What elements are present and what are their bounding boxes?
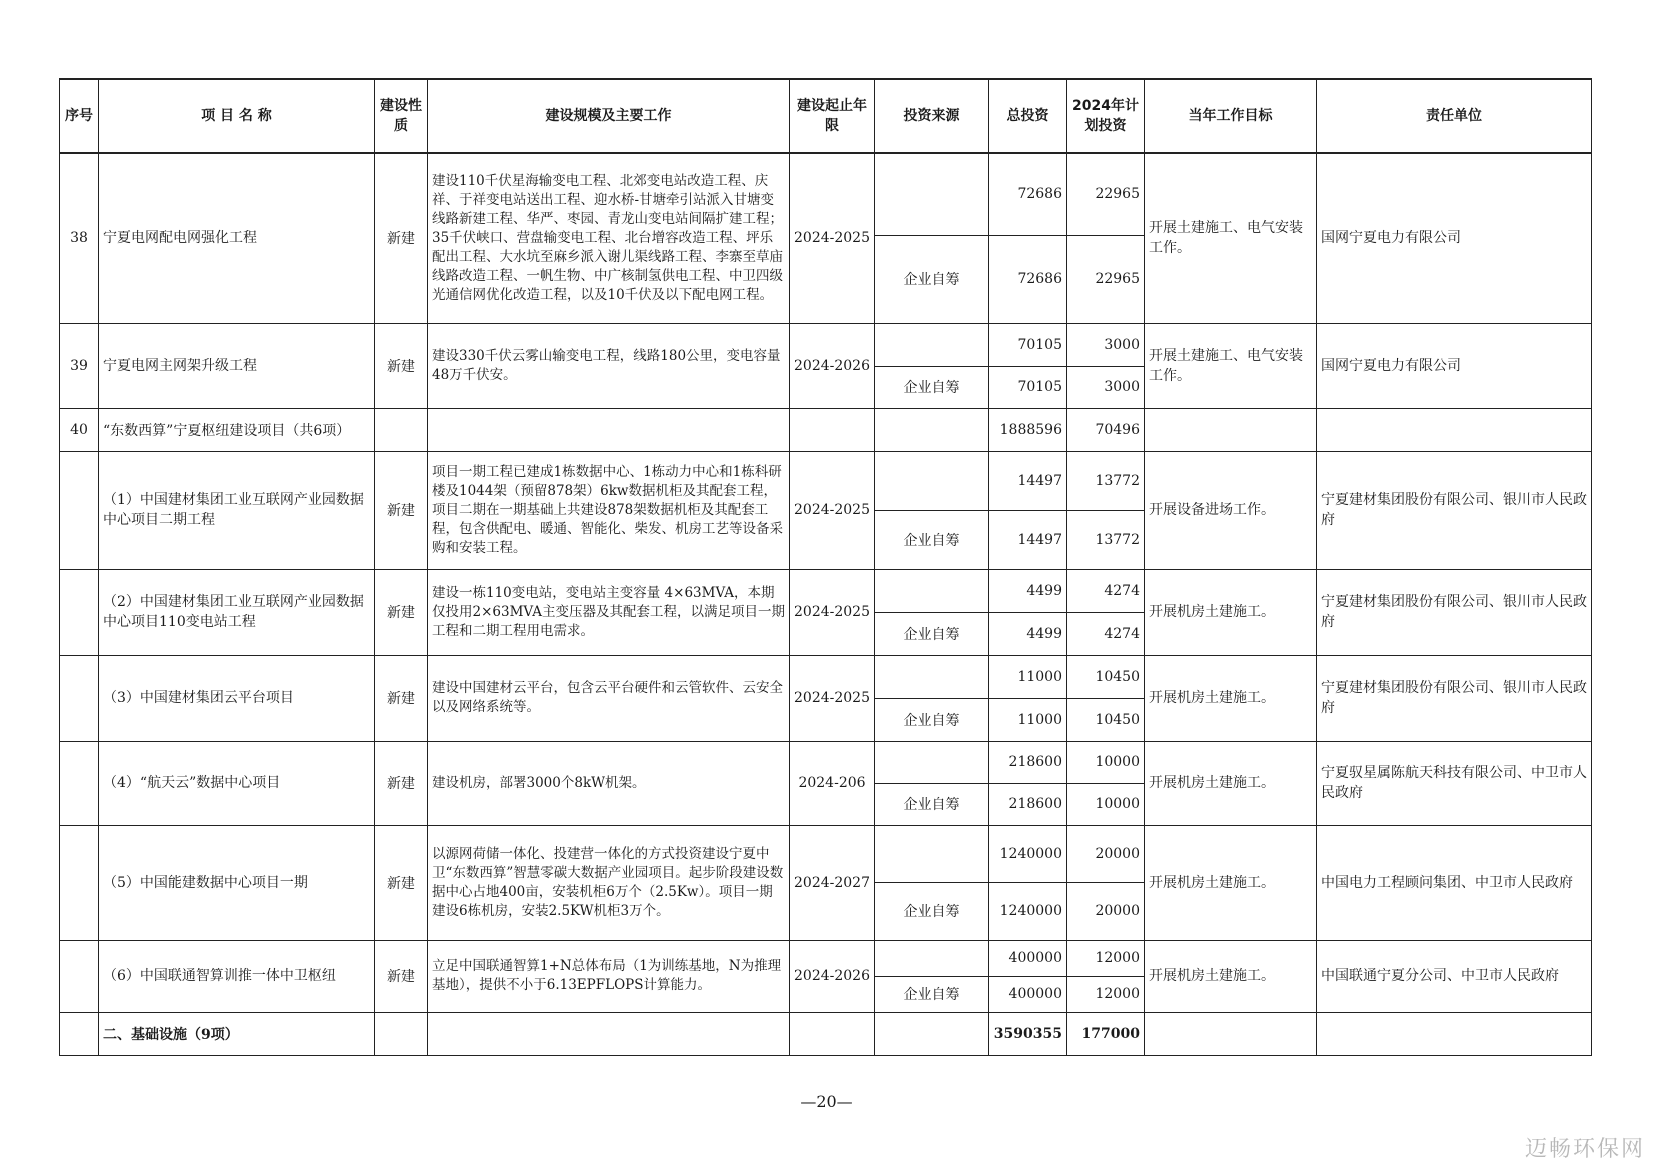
row-period: 2024-2026 [790,323,875,408]
row-goal: 开展土建施工、电气安装工作。 [1145,153,1317,323]
row-total: 11000 [989,655,1067,698]
row-plan: 3000 [1067,323,1145,366]
row-plan: 10000 [1067,741,1145,783]
row-total: 218600 [989,741,1067,783]
row-plan: 10000 [1067,783,1145,825]
row-name: （1）中国建材集团工业互联网产业园数据中心项目二期工程 [99,451,375,569]
row-scope: 建设110千伏星海输变电工程、北郊变电站改造工程、庆祥、于祥变电站送出工程、迎水桥-甘塘牵引站派入甘塘变线路新建工程、华严、枣园、青龙山变电站间隔扩建工程；35千伏峡口、营盘输变电工程、北台增容改造工程、坪乐配出工程、大水坑至麻乡派入谢儿渠线路工程、李寨至草庙线路改造工程、一帆生物、中广核制氢供电工程、中卫四级光通信网优化改造工程，以及10千伏及以下配电网工程。 [428,153,790,323]
row-nature: 新建 [375,940,428,1012]
row-period: 2024-206 [790,741,875,825]
table-row [60,153,1592,235]
row-goal: 开展机房土建施工。 [1145,655,1317,741]
row-plan: 4274 [1067,612,1145,655]
row-total: 1240000 [989,825,1067,882]
row-plan: 20000 [1067,825,1145,882]
row-plan: 4274 [1067,569,1145,612]
row-source: 企业自筹 [875,510,989,569]
row-unit: 宁夏驭星属陈航天科技有限公司、中卫市人民政府 [1317,741,1592,825]
header-nature: 建设性质 [375,79,428,153]
row-source: 企业自筹 [875,698,989,741]
row-plan: 3000 [1067,366,1145,408]
group-seq: 40 [60,408,99,451]
row-total: 218600 [989,783,1067,825]
row-scope: 建设一栋110变电站，变电站主变容量 4×63MVA，本期仅投用2×63MVA主变压器及其配套工程，以满足项目一期工程和二期工程用电需求。 [428,569,790,655]
group-name: “东数西算”宁夏枢纽建设项目（共6项） [99,408,375,451]
row-period: 2024-2026 [790,940,875,1012]
row-total: 14497 [989,510,1067,569]
section-total: 3590355 [989,1012,1067,1055]
header-scope: 建设规模及主要工作 [428,79,790,153]
row-plan: 13772 [1067,510,1145,569]
row-total: 14497 [989,451,1067,510]
row-unit: 国网宁夏电力有限公司 [1317,153,1592,323]
row-unit: 中国联通宁夏分公司、中卫市人民政府 [1317,940,1592,1012]
row-total: 70105 [989,323,1067,366]
row-plan: 22965 [1067,235,1145,323]
row-scope: 建设中国建材云平台，包含云平台硬件和云管软件、云安全以及网络系统等。 [428,655,790,741]
row-seq: 38 [60,153,99,323]
row-source [875,323,989,366]
row-seq: 39 [60,323,99,408]
header-source: 投资来源 [875,79,989,153]
header-name: 项 目 名 称 [99,79,375,153]
row-name: （2）中国建材集团工业互联网产业园数据中心项目110变电站工程 [99,569,375,655]
row-name: （5）中国能建数据中心项目一期 [99,825,375,940]
row-goal: 开展土建施工、电气安装工作。 [1145,323,1317,408]
row-goal: 开展机房土建施工。 [1145,825,1317,940]
row-nature: 新建 [375,825,428,940]
row-plan: 10450 [1067,698,1145,741]
row-goal: 开展机房土建施工。 [1145,569,1317,655]
row-total: 4499 [989,569,1067,612]
row-goal: 开展机房土建施工。 [1145,940,1317,1012]
header-unit: 责任单位 [1317,79,1592,153]
row-total: 72686 [989,235,1067,323]
group-total: 1888596 [989,408,1067,451]
row-scope: 建设330千伏云雾山输变电工程，线路180公里，变电容量48万千伏安。 [428,323,790,408]
row-unit: 中国电力工程顾问集团、中卫市人民政府 [1317,825,1592,940]
watermark: 迈畅环保网 [1524,1137,1645,1162]
row-name: （3）中国建材集团云平台项目 [99,655,375,741]
project-table [59,78,1592,1056]
row-total: 11000 [989,698,1067,741]
table-header-row [60,79,1592,153]
row-scope: 立足中国联通智算1+N总体布局（1为训练基地，N为推理基地），提供不小于6.13EPFLOPS计算能力。 [428,940,790,1012]
header-period: 建设起止年限 [790,79,875,153]
row-period: 2024-2025 [790,451,875,569]
row-total: 400000 [989,940,1067,976]
table-row [60,569,1592,612]
row-plan: 10450 [1067,655,1145,698]
row-source: 企业自筹 [875,976,989,1012]
row-name: （4）“航天云”数据中心项目 [99,741,375,825]
table-row [60,451,1592,510]
row-source [875,451,989,510]
row-period: 2024-2027 [790,825,875,940]
header-total: 总投资 [989,79,1067,153]
row-source [875,153,989,235]
page-number: —20— [800,1092,853,1111]
row-nature: 新建 [375,451,428,569]
group-row [60,408,1592,451]
row-source [875,940,989,976]
row-scope: 建设机房，部署3000个8kW机架。 [428,741,790,825]
table-row [60,825,1592,882]
row-plan: 20000 [1067,882,1145,940]
row-total: 70105 [989,366,1067,408]
row-unit: 宁夏建材集团股份有限公司、银川市人民政府 [1317,569,1592,655]
row-name: 宁夏电网配电网强化工程 [99,153,375,323]
row-source: 企业自筹 [875,366,989,408]
row-period: 2024-2025 [790,153,875,323]
row-nature: 新建 [375,323,428,408]
row-unit: 宁夏建材集团股份有限公司、银川市人民政府 [1317,451,1592,569]
row-scope: 项目一期工程已建成1栋数据中心、1栋动力中心和1栋科研楼及1044架（预留878架）6kw数据机柜及其配套工程，项目二期在一期基础上共建设878架数据机柜及其配套工程，包含供配电、暖通、智能化、柴发、机房工艺等设备采购和安装工程。 [428,451,790,569]
row-source [875,741,989,783]
header-plan: 2024年计划投资 [1067,79,1145,153]
row-total: 72686 [989,153,1067,235]
row-unit: 国网宁夏电力有限公司 [1317,323,1592,408]
row-total: 4499 [989,612,1067,655]
row-unit: 宁夏建材集团股份有限公司、银川市人民政府 [1317,655,1592,741]
row-name: 宁夏电网主网架升级工程 [99,323,375,408]
row-plan: 13772 [1067,451,1145,510]
table-row [60,940,1592,976]
row-source: 企业自筹 [875,612,989,655]
row-source: 企业自筹 [875,783,989,825]
row-nature: 新建 [375,569,428,655]
row-nature: 新建 [375,655,428,741]
row-scope: 以源网荷储一体化、投建营一体化的方式投资建设宁夏中卫“东数西算”智慧零碳大数据产业园项目。起步阶段建设数据中心占地400亩，安装机柜6万个（2.5Kw）。项目一期建设6栋机房，安装2.5KW机柜3万个。 [428,825,790,940]
section-plan: 177000 [1067,1012,1145,1055]
table-row [60,323,1592,366]
row-source: 企业自筹 [875,235,989,323]
section-row [60,1012,1592,1055]
row-name: （6）中国联通智算训推一体中卫枢纽 [99,940,375,1012]
table-row [60,741,1592,783]
row-plan: 22965 [1067,153,1145,235]
row-total: 400000 [989,976,1067,1012]
row-goal: 开展机房土建施工。 [1145,741,1317,825]
row-nature: 新建 [375,153,428,323]
row-period: 2024-2025 [790,655,875,741]
row-plan: 12000 [1067,976,1145,1012]
section-name: 二、基础设施（9项） [99,1012,375,1055]
row-period: 2024-2025 [790,569,875,655]
row-source [875,569,989,612]
row-nature: 新建 [375,741,428,825]
row-total: 1240000 [989,882,1067,940]
row-goal: 开展设备进场工作。 [1145,451,1317,569]
row-plan: 12000 [1067,940,1145,976]
group-plan: 70496 [1067,408,1145,451]
header-seq: 序号 [60,79,99,153]
table-row [60,655,1592,698]
header-goal: 当年工作目标 [1145,79,1317,153]
row-source [875,825,989,882]
row-source [875,655,989,698]
row-source: 企业自筹 [875,882,989,940]
